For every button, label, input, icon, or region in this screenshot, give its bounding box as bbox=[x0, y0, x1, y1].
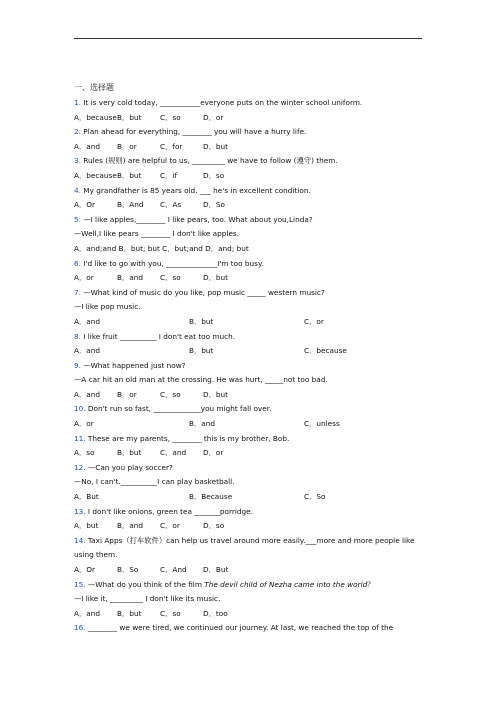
question-number: 7. bbox=[74, 287, 81, 297]
question-number: 12. bbox=[74, 462, 86, 472]
question-13-options bbox=[74, 519, 424, 534]
option-b: B．but bbox=[117, 112, 142, 122]
option-c: C．unless bbox=[304, 419, 340, 429]
question-number: 11. bbox=[74, 433, 86, 443]
question-1-options bbox=[74, 111, 424, 126]
option-a: A．because bbox=[74, 112, 117, 122]
question-text: I'd like to go with you, ______________I'm too busy. bbox=[80, 258, 264, 268]
question-12-dialogue: —No, I can't.__________I can play basketball. bbox=[74, 477, 235, 487]
option-c: C．So bbox=[304, 492, 326, 502]
question-9 bbox=[74, 359, 424, 374]
question-text: These are my parents, ________ this is my brother, Bob. bbox=[85, 433, 290, 443]
option-d: D．but bbox=[203, 141, 229, 151]
option-c: C．so bbox=[160, 273, 181, 283]
question-text: Taxi Apps（打车软件）can help us travel around more easily.___more and more people like using them. bbox=[74, 535, 415, 560]
question-12-options bbox=[74, 490, 424, 505]
question-15 bbox=[74, 578, 424, 593]
question-text: —Can you play soccer? bbox=[85, 462, 173, 472]
option-a: A．Or bbox=[74, 565, 96, 574]
question-text: It is very cold today, ___________everyone puts on the winter school uniform. bbox=[80, 98, 363, 107]
option-d: D．but bbox=[203, 273, 229, 283]
question-text: ________ we were tired, we continued our journey. At last, we reached the top of the bbox=[85, 623, 394, 633]
option-d: D．So bbox=[203, 200, 226, 210]
question-text: —What kind of music do you like, pop music _____ western music? bbox=[80, 287, 325, 297]
option-d: D．or bbox=[203, 448, 224, 458]
option-c: C．because bbox=[304, 346, 347, 356]
option-c: C．if bbox=[160, 170, 177, 180]
question-number: 1. bbox=[74, 98, 81, 107]
question-number: 3. bbox=[74, 156, 81, 166]
film-title: The devil child of Nezha came into the world bbox=[204, 579, 368, 589]
option-c: C．And bbox=[160, 565, 187, 574]
question-text: —I like apples,________ I like pears, too. What about you,Linda? bbox=[80, 214, 313, 224]
question-text: —What happened just now? bbox=[80, 360, 186, 370]
option-a: A．But bbox=[74, 492, 99, 502]
question-4-options bbox=[74, 198, 424, 213]
option-b: B．but bbox=[189, 316, 214, 326]
question-text: I like fruit __________ I don't eat too much. bbox=[80, 331, 236, 341]
question-1 bbox=[74, 96, 424, 111]
question-text: —What do you think of the film bbox=[85, 579, 205, 589]
question-number: 13. bbox=[74, 506, 86, 516]
header-rule bbox=[74, 38, 422, 39]
option-b: B．but bbox=[189, 346, 214, 356]
question-number: 16. bbox=[74, 623, 86, 633]
question-text: Rules (规则) are helpful to us, _________ we have to follow (遵守) them. bbox=[80, 156, 338, 166]
question-8 bbox=[74, 330, 424, 345]
question-3-options bbox=[74, 169, 424, 184]
option-d: D．or bbox=[203, 112, 224, 122]
question-text: Plan ahead for everything, ________ you will have a hurry life. bbox=[80, 127, 307, 137]
option-a: A．and bbox=[74, 346, 101, 356]
question-number: 14. bbox=[74, 535, 86, 545]
question-10 bbox=[74, 402, 424, 417]
option-d: D．but bbox=[203, 389, 229, 399]
option-d: D．too bbox=[203, 608, 228, 618]
question-6 bbox=[74, 257, 424, 272]
question-10-options bbox=[74, 417, 424, 432]
option-b: B．So bbox=[117, 565, 139, 574]
question-5 bbox=[74, 213, 424, 228]
option-c: C．so bbox=[160, 112, 181, 122]
option-a: A．and bbox=[74, 608, 101, 618]
option-a: A．so bbox=[74, 448, 95, 458]
question-12 bbox=[74, 461, 424, 476]
question-list bbox=[74, 96, 424, 636]
question-number: 8. bbox=[74, 331, 81, 341]
option-a: A．because bbox=[74, 170, 117, 180]
option-b: B．but bbox=[117, 170, 142, 180]
option-b: B．And bbox=[117, 200, 144, 210]
question-15-dialogue: —I like it, _________ I don't like its music. bbox=[74, 594, 221, 604]
question-number: 6. bbox=[74, 258, 81, 268]
question-14 bbox=[74, 534, 424, 563]
section-title: 一、选择题 bbox=[74, 83, 114, 92]
question-7 bbox=[74, 286, 424, 301]
option-d: D．so bbox=[203, 170, 225, 180]
option-c: C．or bbox=[304, 316, 324, 326]
question-number: 4. bbox=[74, 185, 81, 195]
question-3 bbox=[74, 154, 424, 169]
option-b: B．and bbox=[117, 521, 144, 531]
option-a: A．and bbox=[74, 316, 101, 326]
question-number: 9. bbox=[74, 360, 81, 370]
question-15-options bbox=[74, 607, 424, 622]
option-d: D．But bbox=[203, 565, 229, 574]
question-16 bbox=[74, 621, 424, 636]
option-a: A．Or bbox=[74, 200, 96, 210]
option-c: C．or bbox=[160, 521, 180, 531]
question-5-dialogue: —Well,I like pears ________ I don't like apples. bbox=[74, 229, 240, 239]
option-c: C．As bbox=[160, 200, 182, 210]
question-14-options bbox=[74, 563, 424, 578]
option-a: A．or bbox=[74, 273, 94, 283]
option-b: B．and bbox=[117, 273, 144, 283]
question-11 bbox=[74, 432, 424, 447]
option-d: D．so bbox=[203, 521, 225, 531]
option-b: B．and bbox=[189, 419, 216, 429]
option-c: C．and bbox=[160, 448, 187, 458]
question-2-options bbox=[74, 140, 424, 155]
question-number: 2. bbox=[74, 127, 81, 137]
question-number: 15. bbox=[74, 579, 86, 589]
option-a: A．and bbox=[74, 389, 101, 399]
question-text: My grandfather is 85 years old. ___ he's in excellent condition. bbox=[80, 185, 311, 195]
option-c: C．for bbox=[160, 141, 183, 151]
option-c: C．so bbox=[160, 608, 181, 618]
question-7-dialogue: —I like pop music. bbox=[74, 302, 141, 312]
question-text: Don't run so fast, _____________you might fall over. bbox=[85, 404, 272, 414]
question-8-options bbox=[74, 344, 424, 359]
option-b: B．or bbox=[117, 141, 137, 151]
option-a: A．but bbox=[74, 521, 99, 531]
option-b: B．but bbox=[117, 448, 142, 458]
question-number: 10. bbox=[74, 404, 86, 414]
option-c: C．so bbox=[160, 389, 181, 399]
option-a: A．and bbox=[74, 141, 101, 151]
option-b: B．or bbox=[117, 389, 137, 399]
question-2 bbox=[74, 125, 424, 140]
option-b: B．Because bbox=[189, 492, 233, 502]
question-text: I don't like onions, green tea _______porridge. bbox=[85, 506, 253, 516]
question-text-end: ？ bbox=[367, 579, 375, 589]
question-9-dialogue: —A car hit an old man at the crossing. He was hurt, _____not too bad. bbox=[74, 375, 328, 385]
question-4 bbox=[74, 184, 424, 199]
question-13 bbox=[74, 505, 424, 520]
question-7-options bbox=[74, 315, 424, 330]
question-5-options: A．and;and B．but; but C．but;and D．and; but bbox=[74, 243, 249, 253]
option-b: B．but bbox=[117, 608, 142, 618]
question-9-options bbox=[74, 388, 424, 403]
option-a: A．or bbox=[74, 419, 94, 429]
question-11-options bbox=[74, 446, 424, 461]
question-6-options bbox=[74, 271, 424, 286]
question-number: 5. bbox=[74, 214, 81, 224]
